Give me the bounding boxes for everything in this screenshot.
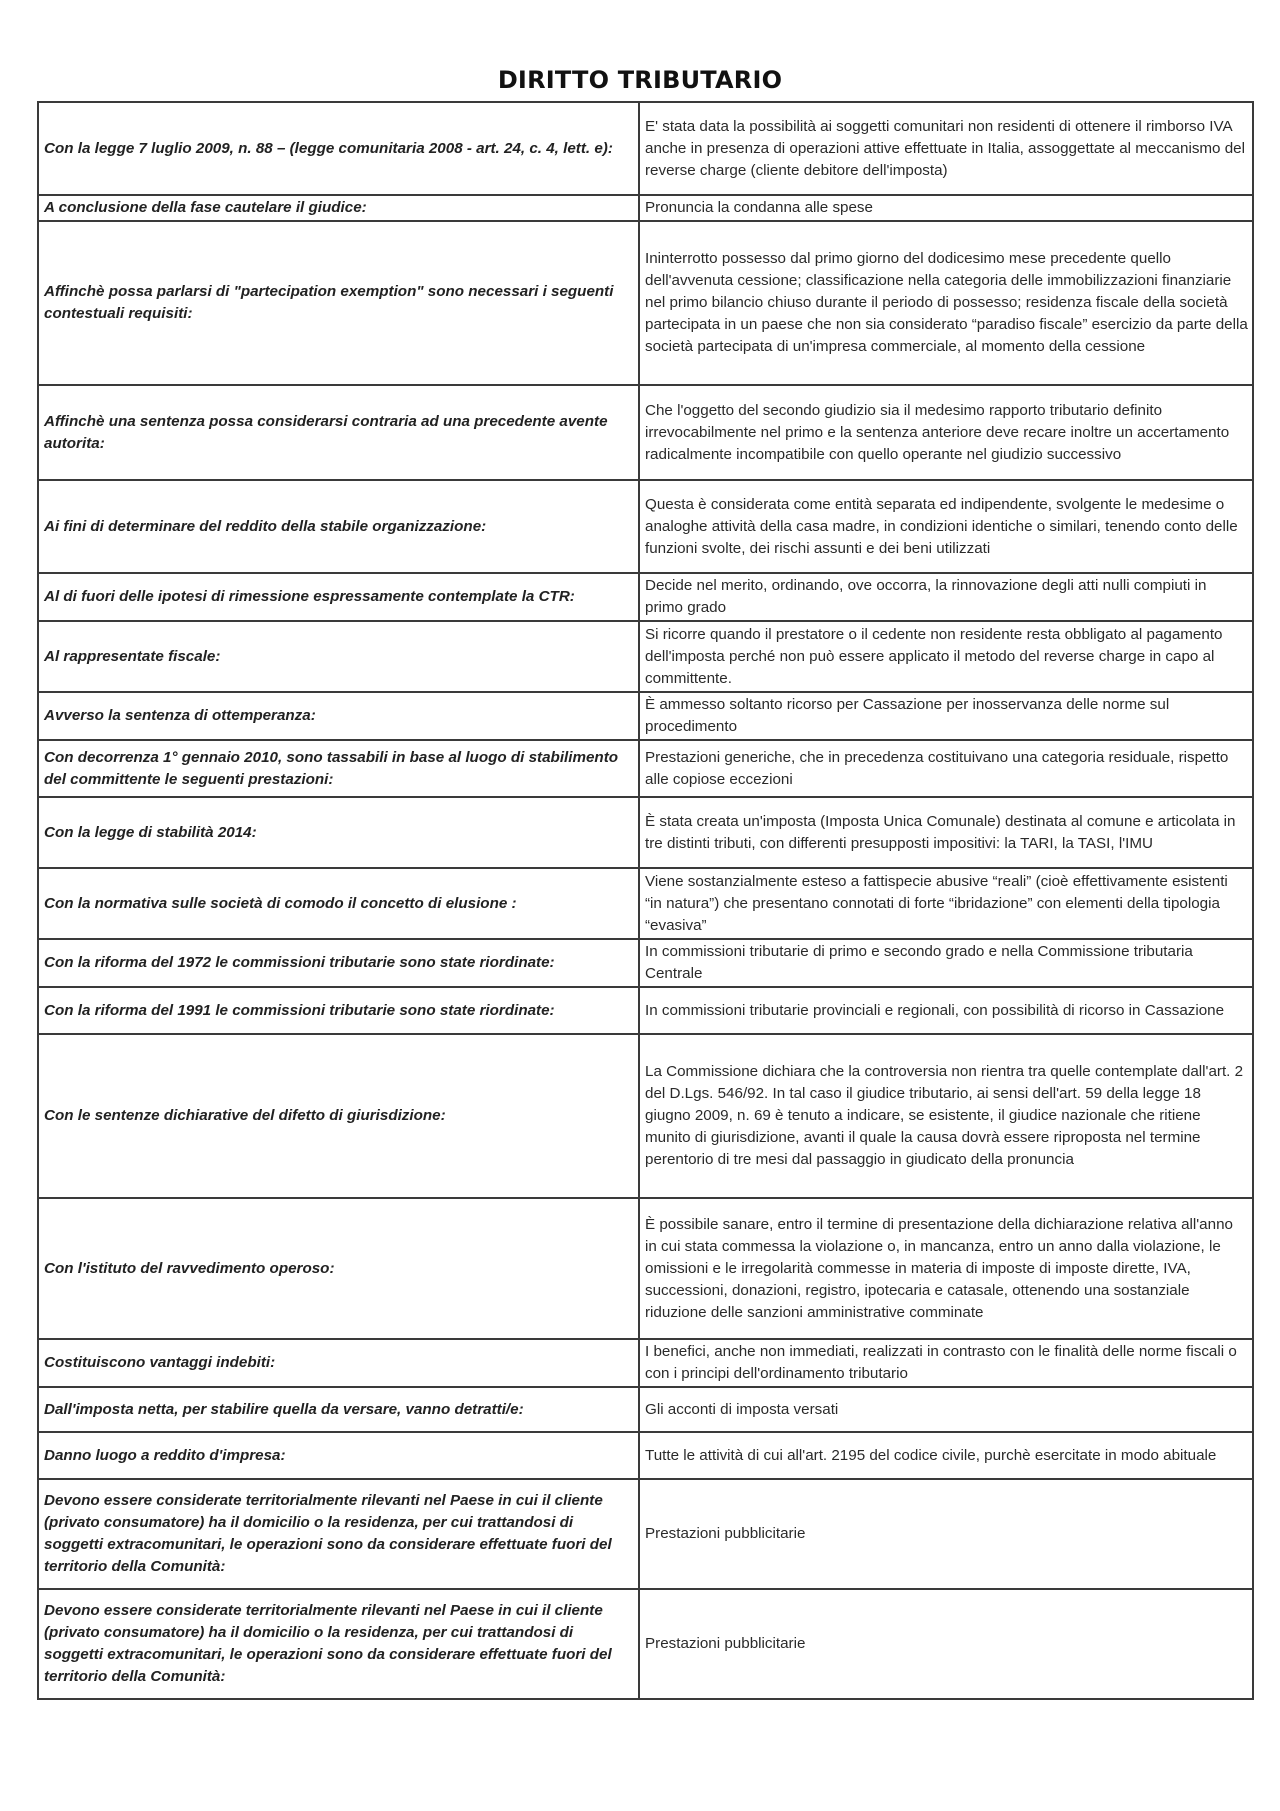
table-row <box>38 385 1253 480</box>
answer-cell: Che l'oggetto del secondo giudizio sia il medesimo rapporto tributario definito irrevocabilmente nel primo e la sentenza anteriore deve recare inoltre un accertamento radicalmente incompatibile con quello operante nel giudizio successivo <box>639 385 1253 480</box>
table-row <box>38 1479 1253 1589</box>
question-cell: Affinchè una sentenza possa considerarsi contraria ad una precedente avente autorita: <box>38 385 639 480</box>
question-cell: Con decorrenza 1° gennaio 2010, sono tassabili in base al luogo di stabilimento del committente le seguenti prestazioni: <box>38 740 639 797</box>
answer-cell: È stata creata un'imposta (Imposta Unica Comunale) destinata al comune e articolata in tre distinti tributi, con differenti presupposti impositivi: la TARI, la TASI, l'IMU <box>639 797 1253 868</box>
table-row <box>38 987 1253 1034</box>
question-cell: Costituiscono vantaggi indebiti: <box>38 1339 639 1387</box>
table-row <box>38 102 1253 195</box>
question-cell: Con l'istituto del ravvedimento operoso: <box>38 1198 639 1339</box>
question-cell: Ai fini di determinare del reddito della stabile organizzazione: <box>38 480 639 573</box>
page-title: DIRITTO TRIBUTARIO <box>497 66 783 94</box>
question-cell: Dall'imposta netta, per stabilire quella da versare, vanno detratti/e: <box>38 1387 639 1432</box>
answer-cell: Pronuncia la condanna alle spese <box>639 195 1253 221</box>
table-row <box>38 480 1253 573</box>
answer-cell: Questa è considerata come entità separata ed indipendente, svolgente le medesime o analoghe attività della casa madre, in condizioni identiche o similari, tenendo conto delle funzioni svolte, dei rischi assunti e dei beni utilizzati <box>639 480 1253 573</box>
question-cell: Con le sentenze dichiarative del difetto di giurisdizione: <box>38 1034 639 1198</box>
question-cell: Devono essere considerate territorialmente rilevanti nel Paese in cui il cliente (privato consumatore) ha il domicilio o la residenza, per cui trattandosi di soggetti extracomunitari, le operazioni sono da considerare effettuate fuori del territorio della Comunità: <box>38 1589 639 1699</box>
table-row <box>38 221 1253 385</box>
answer-cell: È possibile sanare, entro il termine di presentazione della dichiarazione relativa all'anno in cui stata commessa la violazione o, in mancanza, entro un anno dalla violazione, le omissioni e le irregolarità commesse in materia di imposte di imposte dirette, IVA, successioni, donazioni, registro, ipotecaria e catasale, ottenendo una sostanziale riduzione delle sanzioni amministrative comminate <box>639 1198 1253 1339</box>
table-row <box>38 1432 1253 1479</box>
table-row <box>38 195 1253 221</box>
table-row <box>38 740 1253 797</box>
table-row <box>38 621 1253 692</box>
question-cell: Danno luogo a reddito d'impresa: <box>38 1432 639 1479</box>
answer-cell: In commissioni tributarie provinciali e regionali, con possibilità di ricorso in Cassazione <box>639 987 1253 1034</box>
answer-cell: Viene sostanzialmente esteso a fattispecie abusive “reali” (cioè effettivamente esistenti “in natura”) che presentano connotati di forte “ibridazione” con elementi della tipologia “evasiva” <box>639 868 1253 939</box>
question-cell: Affinchè possa parlarsi di "partecipation exemption" sono necessari i seguenti contestuali requisiti: <box>38 221 639 385</box>
question-cell: A conclusione della fase cautelare il giudice: <box>38 195 639 221</box>
question-cell: Con la riforma del 1991 le commissioni tributarie sono state riordinate: <box>38 987 639 1034</box>
question-cell: Al di fuori delle ipotesi di rimessione espressamente contemplate la CTR: <box>38 573 639 621</box>
answer-cell: E' stata data la possibilità ai soggetti comunitari non residenti di ottenere il rimborso IVA anche in presenza di operazioni attive effettuate in Italia, assoggettate al meccanismo del reverse charge (cliente debitore dell'imposta) <box>639 102 1253 195</box>
answer-cell: Prestazioni pubblicitarie <box>639 1479 1253 1589</box>
table-row <box>38 573 1253 621</box>
table-row <box>38 868 1253 939</box>
qa-table <box>37 101 1254 1700</box>
table-row <box>38 1198 1253 1339</box>
answer-cell: La Commissione dichiara che la controversia non rientra tra quelle contemplate dall'art. 2 del D.Lgs. 546/92. In tal caso il giudice tributario, ai sensi dell'art. 59 della legge 18 giugno 2009, n. 69 è tenuto a indicare, se esistente, il giudice nazionale che ritiene munito di giurisdizione, avanti il quale la causa dovrà essere riproposta nel termine perentorio di tre mesi dal passaggio in giudicato della pronuncia <box>639 1034 1253 1198</box>
answer-cell: Si ricorre quando il prestatore o il cedente non residente resta obbligato al pagamento dell'imposta perché non può essere applicato il metodo del reverse charge in capo al committente. <box>639 621 1253 692</box>
table-row <box>38 1339 1253 1387</box>
question-cell: Con la normativa sulle società di comodo il concetto di elusione : <box>38 868 639 939</box>
answer-cell: Tutte le attività di cui all'art. 2195 del codice civile, purchè esercitate in modo abituale <box>639 1432 1253 1479</box>
question-cell: Devono essere considerate territorialmente rilevanti nel Paese in cui il cliente (privato consumatore) ha il domicilio o la residenza, per cui trattandosi di soggetti extracomunitari, le operazioni sono da considerare effettuate fuori del territorio della Comunità: <box>38 1479 639 1589</box>
answer-cell: Decide nel merito, ordinando, ove occorra, la rinnovazione degli atti nulli compiuti in primo grado <box>639 573 1253 621</box>
question-cell: Avverso la sentenza di ottemperanza: <box>38 692 639 740</box>
table-row <box>38 939 1253 987</box>
table-row <box>38 1589 1253 1699</box>
question-cell: Al rappresentate fiscale: <box>38 621 639 692</box>
question-cell: Con la riforma del 1972 le commissioni tributarie sono state riordinate: <box>38 939 639 987</box>
answer-cell: È ammesso soltanto ricorso per Cassazione per inosservanza delle norme sul procedimento <box>639 692 1253 740</box>
table-row <box>38 692 1253 740</box>
question-cell: Con la legge di stabilità 2014: <box>38 797 639 868</box>
table-row <box>38 1387 1253 1432</box>
table-row <box>38 797 1253 868</box>
answer-cell: Gli acconti di imposta versati <box>639 1387 1253 1432</box>
answer-cell: Prestazioni pubblicitarie <box>639 1589 1253 1699</box>
answer-cell: I benefici, anche non immediati, realizzati in contrasto con le finalità delle norme fiscali o con i principi dell'ordinamento tributario <box>639 1339 1253 1387</box>
answer-cell: Ininterrotto possesso dal primo giorno del dodicesimo mese precedente quello dell'avvenuta cessione; classificazione nella categoria delle immobilizzazioni finanziarie nel primo bilancio chiuso durante il periodo di possesso; residenza fiscale della società partecipata in un paese che non sia considerato “paradiso fiscale” esercizio da parte della società partecipata di un'impresa commerciale, al momento della cessione <box>639 221 1253 385</box>
table-row <box>38 1034 1253 1198</box>
answer-cell: In commissioni tributarie di primo e secondo grado e nella Commissione tributaria Centrale <box>639 939 1253 987</box>
question-cell: Con la legge 7 luglio 2009, n. 88 – (legge comunitaria 2008 - art. 24, c. 4, lett. e): <box>38 102 639 195</box>
answer-cell: Prestazioni generiche, che in precedenza costituivano una categoria residuale, rispetto alle copiose eccezioni <box>639 740 1253 797</box>
